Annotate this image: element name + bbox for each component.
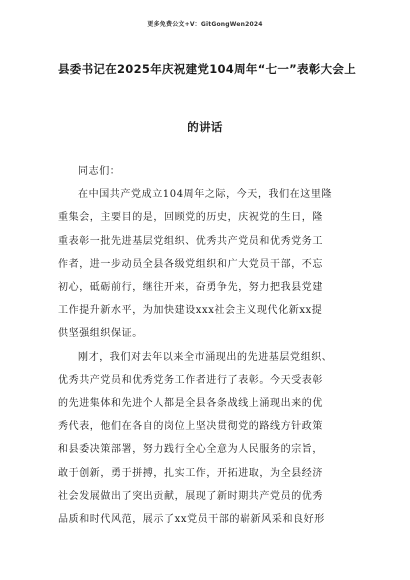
paragraph-2 — [58, 346, 354, 532]
paragraph-line: 作者，进一步动员全县各级党组织和广大党员干部，不忘 — [58, 258, 323, 270]
paragraph-line: 的先进集体和先进个人都是全县各条战线上涌现出来的优 — [58, 398, 323, 410]
paragraph-1 — [58, 183, 354, 345]
document-body — [58, 160, 354, 531]
paragraph-line: 重集会，主要目的是，回顾党的历史，庆祝党的生日，隆 — [58, 212, 323, 224]
paragraph-line: 品质和时代风范，展示了xx党员干部的崭新风采和良好形 — [58, 514, 325, 526]
paragraph-line: 社会发展做出了突出贡献，展现了新时期共产党员的优秀 — [58, 490, 323, 502]
paragraph-line: 重表彰一批先进基层党组织、优秀共产党员和优秀党务工 — [58, 235, 323, 247]
paragraph-line: 优秀共产党员和优秀党务工作者进行了表彰。今天受表彰 — [58, 374, 323, 386]
paragraph-line: 在中国共产党成立104周年之际，今天，我们在这里隆 — [78, 189, 333, 201]
paragraph-line: 刚才，我们对去年以来全市涌现出的先进基层党组织、 — [78, 351, 333, 363]
salutation: 同志们： — [78, 166, 121, 177]
paragraph-line: 敢于创新，勇于拼搏，扎实工作，开拓进取，为全县经济 — [58, 467, 323, 479]
document-title: 县委书记在2025年庆祝建党104周年“七一”表彰大会上 — [58, 62, 357, 76]
paragraph-line: 和县委决策部署，努力践行全心全意为人民服务的宗旨， — [58, 444, 323, 456]
header-watermark: 更多免费公文+V：GitGongWen2024 — [147, 21, 263, 28]
document-title-continued: 的讲话 — [187, 120, 223, 134]
paragraph-line: 秀代表，他们在各自的岗位上坚决贯彻党的路线方针政策 — [58, 421, 323, 433]
paragraph-line: 工作提升新水平，为加快建设xxx社会主义现代化新xx提 — [58, 305, 323, 317]
paragraph-line: 初心，砥砺前行，继往开来，奋勇争先，努力把我县党建 — [58, 282, 323, 294]
paragraph-line: 供坚强组织保证。 — [58, 328, 143, 340]
